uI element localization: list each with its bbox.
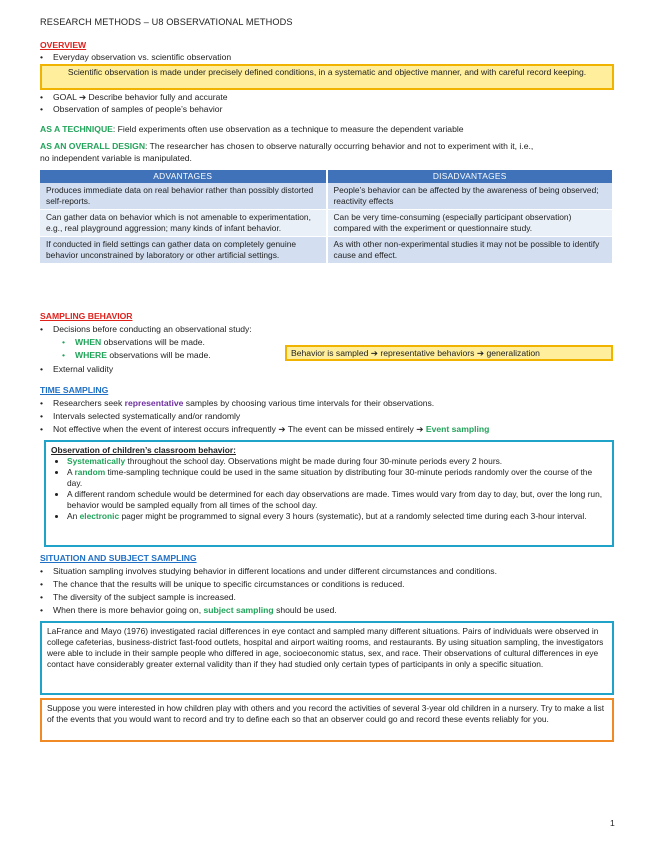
table-cell: Can gather data on behavior which is not amenable to experimentation, e.g., real playground aggression; many kinds of infant behavior. [40, 210, 327, 237]
table-cell: Can be very time-consuming (especially participant observation) compared with the experiment or questionnaire study. [327, 210, 614, 237]
overview-bullet-3: • Observation of samples of people’s behavior [53, 104, 222, 115]
situation-bullet-3: • The diversity of the subject sample is increased. [53, 592, 236, 603]
lafrance-mayo-box: LaFrance and Mayo (1976) investigated racial differences in eye contact and sampled many different situations. Pairs of individuals were observed in college cafeterias, business-district fast-food outlets, hospital and airport waiting rooms, and restaurants. By using situation sampling, the investigators were able to include in their sample people who differed in age, socioeconomic status, sex, and race. Their observations of cultural differences in eye contact have considerably greater external validity than if they had studied only certain types of participants in only a specific situation. [40, 621, 614, 695]
item-text: time-sampling technique could be used in the same situation by distributing four 30-minute periods randomly over the course of the day. [67, 467, 593, 488]
sampling-heading: SAMPLING BEHAVIOR [40, 311, 133, 321]
where-keyword: WHERE [75, 350, 107, 360]
systematically-keyword: Systematically [67, 456, 126, 466]
situation-bullet-2: • The chance that the results will be unique to specific circumstances or conditions is reduced. [53, 579, 405, 590]
situation-b4-pre: When there is more behavior going on, [53, 605, 204, 615]
advantages-disadvantages-table [40, 170, 614, 264]
table-cell: If conducted in field settings can gather data on completely genuine behavior unconstrained by laboratory or other artificial settings. [40, 237, 327, 264]
table-cell: Produces immediate data on real behavior rather than possibly distorted self-reports. [40, 183, 327, 210]
design-label: AS AN OVERALL DESIGN [40, 141, 146, 151]
sampling-where-item [75, 350, 211, 361]
overview-bullet-2: • GOAL ➔ Describe behavior fully and accurate [53, 92, 228, 103]
time-bullet-1 [53, 398, 434, 409]
sampling-callout: Behavior is sampled ➔ representative behaviors ➔ generalization [285, 345, 613, 361]
design-text-1: : The researcher has chosen to observe naturally occurring behavior and not to experiment with it, i.e., [145, 141, 534, 151]
classroom-example-box [44, 440, 614, 547]
situation-sampling-heading: SITUATION AND SUBJECT SAMPLING [40, 553, 197, 563]
time-bullet-3 [53, 424, 489, 435]
time-b3-pre: Not effective when the event of interest occurs infrequently ➔ The event can be missed entirely ➔ [53, 424, 426, 434]
electronic-keyword: electronic [79, 511, 120, 521]
design-line-1 [40, 141, 533, 152]
list-item [67, 511, 607, 522]
classroom-example-title: Observation of children’s classroom behavior: [51, 445, 236, 455]
table-row [40, 237, 613, 264]
technique-text: : Field experiments often use observation as a technique to measure the dependent variable [112, 124, 464, 134]
page-title: RESEARCH METHODS – U8 OBSERVATIONAL METHODS [40, 17, 293, 27]
table-row [40, 210, 613, 237]
design-line-2: no independent variable is manipulated. [40, 153, 192, 163]
representative-keyword: representative [124, 398, 184, 408]
list-item [67, 456, 607, 467]
when-text: observations will be made. [101, 337, 205, 347]
situation-b4-post: should be used. [273, 605, 337, 615]
where-text: observations will be made. [107, 350, 211, 360]
event-sampling-keyword: Event sampling [425, 424, 490, 434]
overview-bullet-1: • Everyday observation vs. scientific observation [53, 52, 231, 63]
when-keyword: WHEN [75, 337, 102, 347]
random-keyword: random [74, 467, 106, 477]
list-item: • A different random schedule would be determined for each day observations are made. Times would vary from day to day, but, over the long run, behavior would be sampled equally from all times of the school day. [67, 489, 607, 511]
table-cell: As with other non-experimental studies it may not be possible to identify cause and effect. [327, 237, 614, 264]
time-sampling-heading: TIME SAMPLING [40, 385, 109, 395]
page-number: 1 [610, 818, 615, 828]
time-b1-pre: Researchers seek [53, 398, 125, 408]
situation-bullet-1: • Situation sampling involves studying behavior in different locations and under different circumstances and conditions. [53, 566, 497, 577]
time-bullet-2: • Intervals selected systematically and/or randomly [53, 411, 240, 422]
item-text: A [67, 467, 75, 477]
item-text: pager might be programmed to signal every 3 hours (systematic), but at a randomly selected time during each 3-hour interval. [119, 511, 587, 521]
time-b1-post: samples by choosing various time intervals for their observations. [183, 398, 435, 408]
list-item [67, 467, 607, 489]
sampling-bullet-2: • External validity [53, 364, 113, 375]
table-row [40, 183, 613, 210]
scientific-observation-callout: Scientific observation is made under precisely defined conditions, in a systematic and objective manner, and with careful record keeping. [40, 64, 614, 90]
table-cell: People’s behavior can be affected by the awareness of being observed; reactivity effects [327, 183, 614, 210]
table-header-advantages: ADVANTAGES [40, 170, 327, 183]
sampling-when-item [75, 337, 205, 348]
overview-heading: OVERVIEW [40, 40, 87, 50]
item-text: throughout the school day. Observations might be made during four 30-minute periods every 2 hours. [125, 456, 503, 466]
classroom-example-list [51, 456, 607, 522]
sampling-bullet-1: • Decisions before conducting an observational study: [53, 324, 252, 335]
situation-bullet-4 [53, 605, 337, 616]
technique-label: AS A TECHNIQUE [40, 124, 113, 134]
technique-line [40, 124, 464, 135]
exercise-box: Suppose you were interested in how children play with others and you record the activities of several 3-year old children in a nursery. Try to make a list of the events that you would want to record and try to define each so that an observer could go and record these events reliably for you. [40, 698, 614, 742]
subject-sampling-keyword: subject sampling [203, 605, 274, 615]
table-header-disadvantages: DISADVANTAGES [327, 170, 614, 183]
item-text: An [67, 511, 80, 521]
